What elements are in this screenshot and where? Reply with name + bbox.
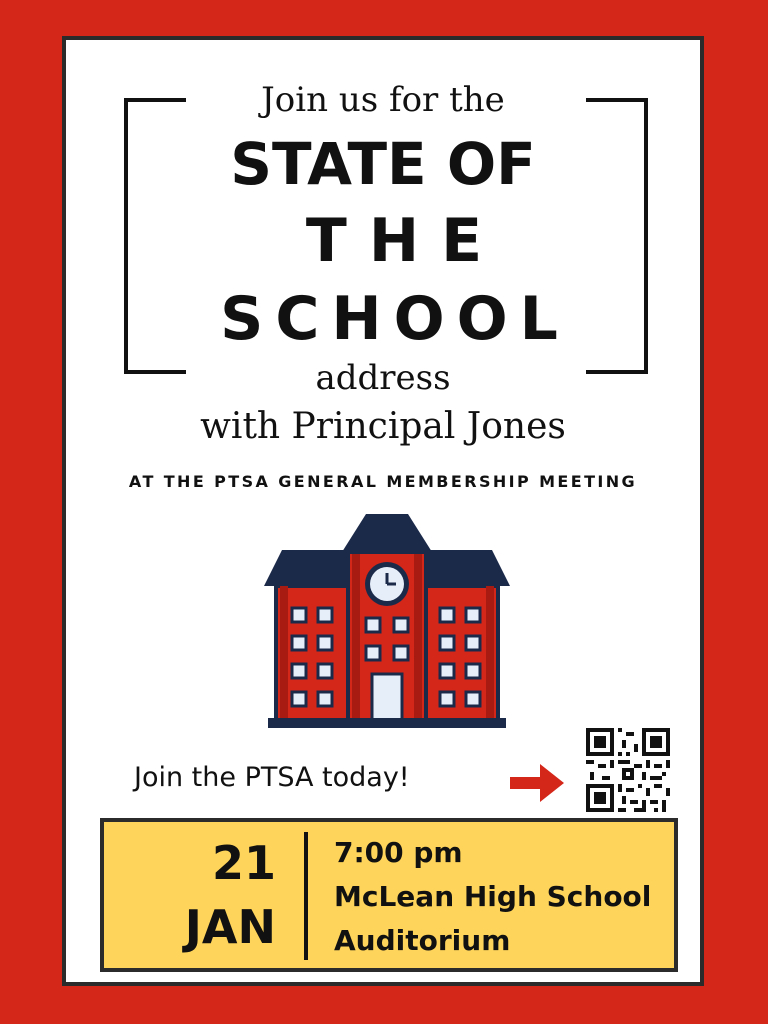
date-day: 21 xyxy=(211,836,276,890)
event-info-box xyxy=(100,818,678,972)
title-line-3: SCHOOL xyxy=(220,284,570,354)
school-building-icon xyxy=(264,514,510,728)
intro-text: Join us for the xyxy=(261,80,505,120)
venue-line-2: Auditorium xyxy=(334,924,511,957)
info-divider xyxy=(304,832,308,960)
qr-code[interactable] xyxy=(586,728,670,812)
flyer-card xyxy=(62,36,704,986)
date-month: JAN xyxy=(184,900,276,954)
join-ptsa-text: Join the PTSA today! xyxy=(134,762,410,793)
title-line-1: STATE OF xyxy=(230,130,536,198)
meeting-text: AT THE PTSA GENERAL MEMBERSHIP MEETING xyxy=(128,472,638,491)
title-line-2: THE xyxy=(305,206,505,276)
venue-line-1: McLean High School xyxy=(334,880,652,913)
arrow-right-icon xyxy=(510,764,564,802)
event-time: 7:00 pm xyxy=(334,836,463,869)
principal-text: with Principal Jones xyxy=(200,406,566,447)
address-text: address xyxy=(315,358,451,398)
